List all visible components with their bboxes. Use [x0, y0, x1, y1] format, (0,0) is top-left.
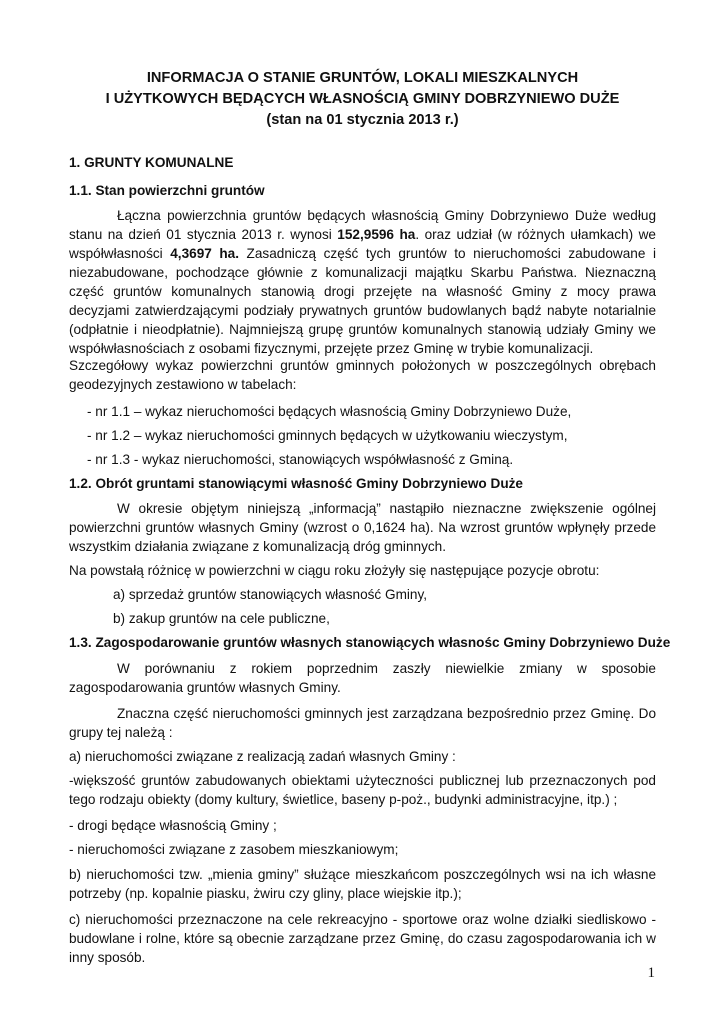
list-item: - nr 1.3 - wykaz nieruchomości, stanowiących współwłasność z Gminą.	[87, 452, 514, 467]
item-a: a) nieruchomości związane z realizacją zadań własnych Gminy :	[69, 749, 456, 764]
title-line-2: I UŻYTKOWYCH BĘDĄCYCH WŁASNOŚCIĄ GMINY DOBRZYNIEWO DUŻE	[105, 91, 620, 107]
section-1-2-heading: 1.2. Obrót gruntami stanowiącymi własność Gminy Dobrzyniewo Duże	[69, 476, 523, 491]
title-line-1: INFORMACJA O STANIE GRUNTÓW, LOKALI MIESZKALNYCH	[146, 70, 579, 86]
list-item: - nr 1.1 – wykaz nieruchomości będących własnością Gminy Dobrzyniewo Duże,	[87, 404, 572, 419]
paragraph-land-use-changes: W porównaniu z rokiem poprzednim zaszły niewielkie zmiany w sposobie zagospodarowania gruntów własnych Gminy.	[69, 661, 656, 695]
paragraph-land-area	[69, 206, 656, 358]
item-b: b) nieruchomości tzw. „mienia gminy” służące mieszkańcom poszczególnych wsi na ich własne potrzeby (np. kopalnie piasku, żwiru czy gliny, place wiejskie itp.);	[69, 867, 656, 901]
document-title	[0, 68, 725, 131]
page-number: 1	[647, 965, 655, 981]
paragraph-land-area-text-b: . oraz udział (w różnych ułamkach) we współwłasności	[69, 227, 656, 261]
list-item: b) zakup gruntów na cele publiczne,	[113, 611, 330, 626]
paragraph-land-turnover: W okresie objętym niniejszą „informacją” nastąpiło nieznaczne zwiększenie ogólnej powierzchni gruntów własnych Gminy (wzrost o 0,1624 ha). Na wzrost gruntów wpłynęły przede wszystkim działania związane z komunalizacją dróg gminnych.	[69, 501, 656, 554]
section-1-heading: 1. GRUNTY KOMUNALNE	[69, 155, 234, 170]
item-c: c) nieruchomości przeznaczone na cele rekreacyjno - sportowe oraz wolne działki siedliskowo - budowlane i rolne, które są obecnie zarządzane przez Gminę, do czasu zagospodarowania ich w inny sposób.	[69, 912, 656, 965]
area-share-value: 4,3697 ha.	[170, 246, 239, 261]
item-a-3: - nieruchomości związane z zasobem mieszkaniowym;	[69, 842, 399, 857]
item-a-1: -większość gruntów zabudowanych obiektami użyteczności publicznej lub przeznaczonych pod tego rodzaju obiekty (domy kultury, świetlice, baseny p-poż., budynki administracyjne, itp.) ;	[69, 773, 656, 807]
item-a-2: - drogi będące własnością Gminy ;	[69, 818, 277, 833]
section-1-1-heading: 1.1. Stan powierzchni gruntów	[69, 183, 265, 198]
paragraph-turnover-items: Na powstałą różnicę w powierzchni w ciągu roku złożyły się następujące pozycje obrotu:	[69, 563, 600, 578]
paragraph-managed-by-commune: Znaczna część nieruchomości gminnych jest zarządzana bezpośrednio przez Gminę. Do grupy tej należą :	[69, 706, 656, 740]
list-item: a) sprzedaż gruntów stanowiących własność Gminy,	[113, 587, 428, 602]
list-item: - nr 1.2 – wykaz nieruchomości gminnych będących w użytkowaniu wieczystym,	[87, 428, 568, 443]
title-line-3: (stan na 01 stycznia 2013 r.)	[266, 112, 459, 128]
area-total-value: 152,9596 ha	[337, 227, 416, 242]
paragraph-detailed-list: Szczegółowy wykaz powierzchni gruntów gminnych położonych w poszczególnych obrębach geodezyjnych zestawiono w tabelach:	[69, 358, 656, 392]
section-1-3-heading: 1.3. Zagospodarowanie gruntów własnych stanowiących własnośc Gminy Dobrzyniewo Duże	[69, 635, 671, 650]
paragraph-land-area-text-c: Zasadniczą część tych gruntów to nieruchomości zabudowane i niezabudowane, pochodzące głównie z komunalizacji majątku Skarbu Państwa. Nieznaczną część gruntów komunalnych stanowią drogi przejęte na własność Gminy z mocy prawa decyzjami zatwierdzającymi podziały prywatnych gruntów budowlanych bądź nabyte notarialnie (odpłatnie i nieodpłatnie). Najmniejszą grupę gruntów komunalnych stanowią udziały Gminy we współwłasnościach z osobami fizycznymi, przejęte przez Gminę w trybie komunalizacji.	[69, 246, 656, 356]
paragraph-land-area-text-a: Łączna powierzchnia gruntów będących własnością Gminy Dobrzyniewo Duże według stanu na dzień 01 stycznia 2013 r. wynosi	[69, 208, 656, 242]
